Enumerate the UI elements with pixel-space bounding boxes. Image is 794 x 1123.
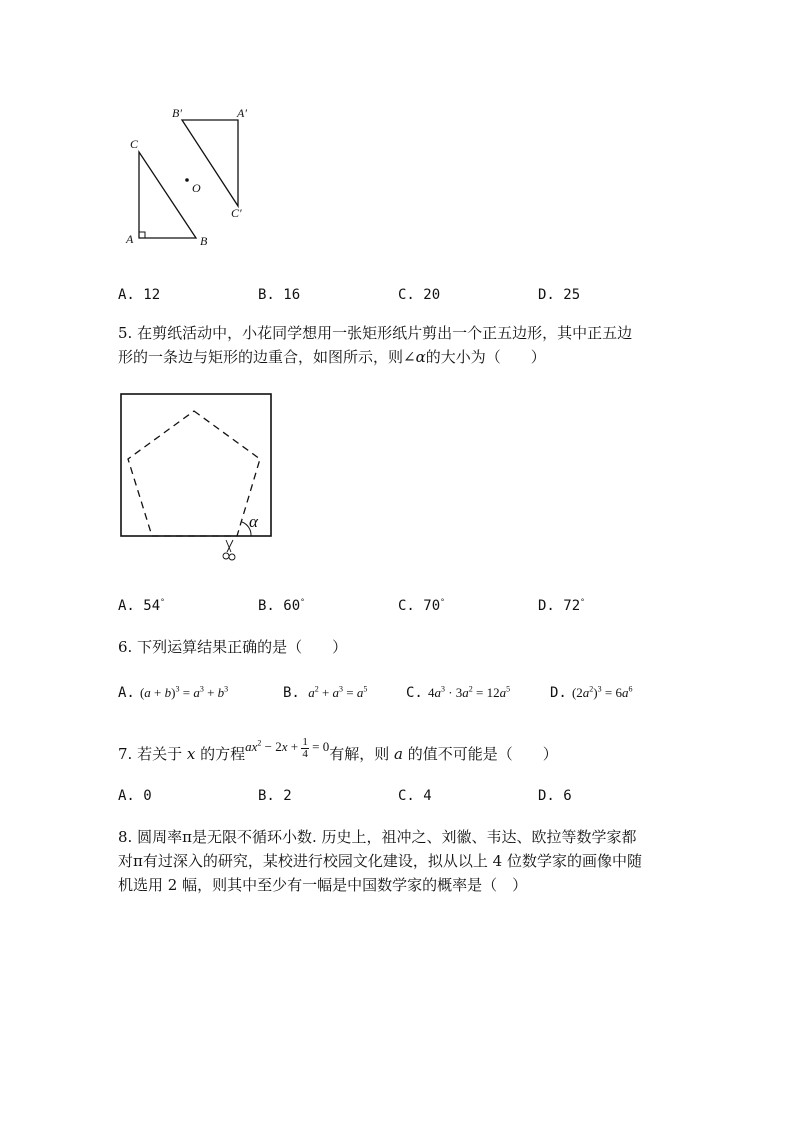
q6-option-b-label: B. <box>283 685 300 701</box>
q7-variable-x: x <box>186 745 196 763</box>
label-o: O <box>192 181 201 195</box>
q6-option-a <box>118 682 228 701</box>
q6-option-c-label: C. <box>406 685 423 701</box>
q5-option-c-degree: ° <box>440 597 445 607</box>
q8-stem-line1: 8. 圆周率π是无限不循环小数. 历史上，祖冲之、刘徽、韦达、欧拉等数学家都 <box>118 828 637 846</box>
q5-option-c <box>398 598 445 614</box>
q4-option-a: A. 12 <box>118 287 161 303</box>
q4-option-b: B. 16 <box>258 287 301 303</box>
q6-option-d-formula: $(2a^2)^3 = 6a^6$ <box>571 684 633 700</box>
q5-option-c-label: C. 70 <box>398 598 441 614</box>
q6-option-b-formula: $a^2 + a^3 = a^5$ <box>304 684 368 700</box>
q6-option-b <box>283 682 367 701</box>
dashed-pentagon <box>128 411 260 536</box>
q6-option-d <box>550 682 632 701</box>
label-b-prime: B′ <box>172 106 182 120</box>
q6-option-c <box>406 682 510 701</box>
q5-option-a-label: A. 54 <box>118 598 161 614</box>
q7-stem-end: 的值不可能是（ ） <box>407 745 558 763</box>
q7-stem <box>118 735 558 768</box>
q5-alpha: α <box>415 348 426 366</box>
q6-option-a-label: A. <box>118 685 135 701</box>
q7-option-d: D. 6 <box>538 788 572 804</box>
q4-option-c: C. 20 <box>398 287 441 303</box>
q5-stem-line1: 5. 在剪纸活动中，小花同学想用一张矩形纸片剪出一个正五边形，其中正五边 <box>118 324 633 342</box>
figure-alpha-label: α <box>249 512 258 531</box>
q5-stem-line2-pre: 形的一条边与矩形的边重合，如图所示，则∠ <box>118 348 416 366</box>
q5-option-b-label: B. 60 <box>258 598 301 614</box>
q7-stem-mid: 的方程 <box>200 745 246 763</box>
q6-option-d-label: D. <box>550 685 567 701</box>
q8-stem-line3: 机选用 2 幅，则其中至少有一幅是中国数学家的概率是（ ） <box>118 876 528 894</box>
q5-stem-line2-post: 的大小为（ ） <box>425 348 546 366</box>
label-c-prime: C′ <box>231 206 242 220</box>
q6-option-a-formula: $(a + b)^3 = a^3 + b^3$ <box>139 684 229 700</box>
q7-equation: $ax^2 - 2x$ + $\frac{1}{4}$ = 0 <box>245 735 330 760</box>
q7-stem-pre: 7. 若关于 <box>118 745 183 763</box>
label-a: A <box>126 232 134 246</box>
q5-option-a-degree: ° <box>160 597 165 607</box>
q5-option-a <box>118 598 165 614</box>
q5-option-d-degree: ° <box>580 597 585 607</box>
q7-stem-post: 有解，则 <box>329 745 390 763</box>
q7-option-b: B. 2 <box>258 788 292 804</box>
q5-option-d <box>538 598 585 614</box>
q7-option-a: A. 0 <box>118 788 152 804</box>
scissors-icon <box>223 540 235 560</box>
q4-option-d: D. 25 <box>538 287 581 303</box>
q5-option-b-degree: ° <box>300 597 305 607</box>
q8-stem-line2: 对π有过深入的研究，某校进行校园文化建设，拟从以上 4 位数学家的画像中随 <box>118 852 642 870</box>
q7-option-c: C. 4 <box>398 788 432 804</box>
q5-option-d-label: D. 72 <box>538 598 581 614</box>
label-b: B <box>200 234 208 248</box>
label-c: C <box>130 137 139 151</box>
q7-variable-a: a <box>394 745 403 763</box>
q6-option-c-formula: $4a^3 \cdot 3a^2 = 12a^5$ <box>427 684 511 700</box>
q5-option-b <box>258 598 305 614</box>
q6-stem: 6. 下列运算结果正确的是（ ） <box>118 638 348 656</box>
label-a-prime: A′ <box>237 106 247 120</box>
